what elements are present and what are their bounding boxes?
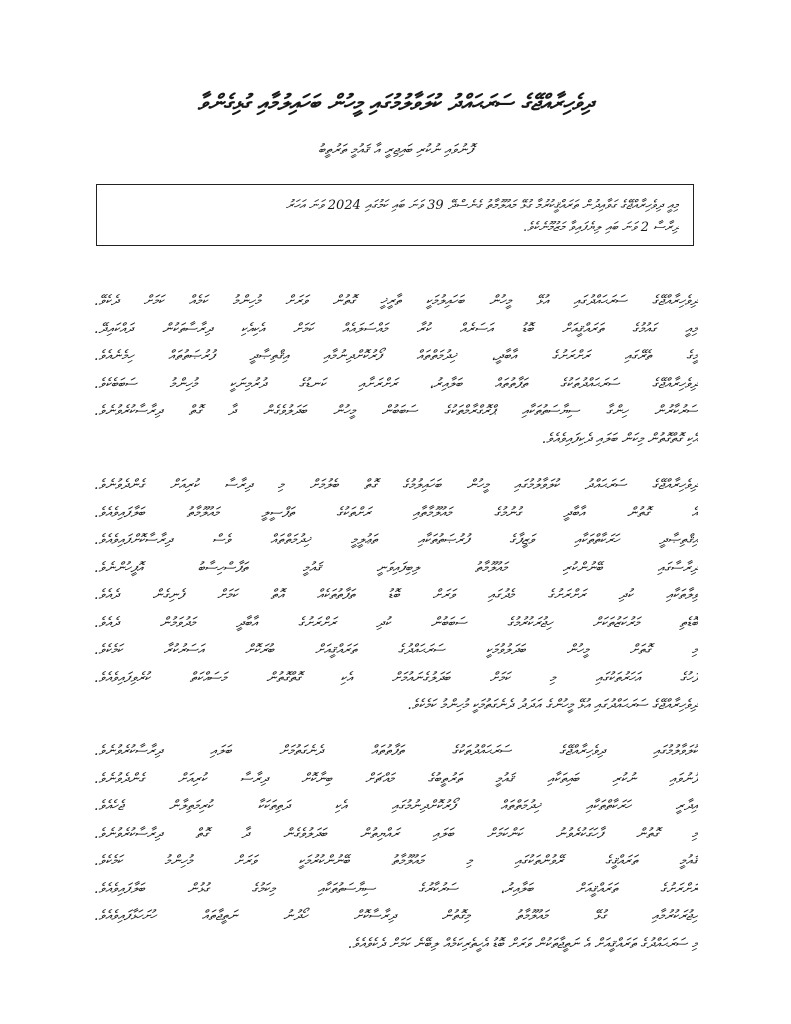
- paragraph-line: މީގެ ތެރޭގައި ރަށްރަށުގެ އާބާދީ، ޚިދުމަތްތައް ފޯރުކޮށްދިނުމާއި އިޤްތިޞާދީ ފުރުޞަތުތައް ހިމެނެއެވެ.: [94, 348, 698, 364]
- paragraph-line: ފޮނުވައި ނުކުރި ބައިތަކާއި ޤައުމީ ތަރުތީބުގެ މައްޗަށް ބިނާކޮށް ދިރާސާ ކުރިއަށް ގެންދެވުނެވެ.: [94, 770, 698, 787]
- paragraph-line: އެކި ގޮތްގޮތުން މިކަން ބަލައި ދެކިފައިވެއެވެ.: [541, 430, 698, 447]
- paragraph-line: ދިވެހިރާއްޖޭގެ ސަރަޙައްދުގައި އުޅޭ މީހުން ބަހައިލުމަކީ ތާރީޚީ ގޮތުން ވަރަށް މުހިންމު ކަމެއް ކަމަށް ދެކެވޭ.: [94, 293, 698, 309]
- paragraph-line: މި ގޮތުން ފާހަގަކުރެވުނު ކަންކަމަށް ބަލައި ރައްޔިތުން ބަދަލުވެގެން ދާ ގޮތް ދިރާސާކުރެވުނެވެ.: [94, 825, 698, 842]
- document-subtitle: ފޮނުވައި ނުކުރި ބައިޖިރީ އާ ޤައުމީ ތަރުތީބު: [318, 142, 473, 158]
- paragraph-line: މިއީ ގައުމުގެ ތަރައްޤީއަށް ބޮޑު އަސަރެއް ކުރާ މައްސަލައެއް ކަމަށް އެކިއެކި ދިރާސާތަކުން ދައްކައިދޭ.: [94, 320, 698, 337]
- paragraph-line: ޤައުމީ ތަރައްޤީގެ ރޭވުންތަކުގައި މި މައުލޫމާތު ބޭނުންކުރުމަކީ ވަރަށް މުހިންމު ކަމެކެވެ.: [94, 853, 698, 869]
- paragraph-line: މި ސަރަޙައްދުގެ ތަރައްޤީއަށް އެ ނަތީޖާތަކުން ވަރަށް ބޮޑު އެހީތެރިކަމެއް ލިބޭނެ ކަމަށް ދެކެވެއެވެ.: [347, 935, 698, 952]
- paragraph-line: އެ ގޮތުން އާބާދީ ގުނުމުގެ މައުލޫމާތާއި ރަށްތަކުގެ ތަފްސީލީ މައުލޫމާތު ބަލާފައިވެއެވެ.: [94, 504, 698, 521]
- paragraph-1: [94, 288, 698, 453]
- paragraph-line: ވިލާތަކާއި ކުދި ރަށްރަށުގެ މެދުގައި ވަރަށް ބޮޑު ތަފާތުތަކެއް އޮތް ކަމަށް ފެނިގެން ދެއެވެ.: [94, 587, 698, 603]
- paragraph-2: [94, 472, 698, 720]
- paragraph-line: ރަށްރަށުގެ ތަރައްޤީއަށް ބަލާއިރު، ސަރުކާރުގެ ސިޔާސަތުތަކާއި މިކަމުގެ ގުޅުން ބަލާފައިވެއެވެ.: [94, 880, 698, 897]
- paragraph-3: [94, 738, 698, 958]
- paragraph-line: ދިވެހިރާއްޖޭގެ ސަރަޙައްދު ކުލަވާލުމުގައި މީހުން ބަހައިލުމުގެ ގޮތް ބެލުމަށް މި ދިރާސާ ކުރިއަށް ގެންދެވުނެވެ.: [94, 477, 698, 493]
- paragraph-line: ދިވެހިރާއްޖޭގެ ސަރަޙައްދުގައި އުޅޭ މީހުންގެ އަދަދު ދެނެގަތުމަކީ މުހިންމު ކަމެކެވެ.: [407, 697, 698, 713]
- abstract-line: މިއީ ދިވެހިރާއްޖޭގެ ގަވާއިދުން ތަރައްޤީކުރުމާ ގުޅޭ މައުލޫމާތު ގެނެސްދޭ 39 ވަނަ ބައި ކަމުގައި 2024 ވަނަ އަހަރު: [285, 198, 679, 213]
- paragraph-line: ބޮޑެތި މަރުކަޒުތަކަށް ހިޖުރަކުރުމުގެ ސަބަބުން ކުދި ރަށްރަށުގެ އާބާދީ މަދުވަމުން ދެއެވެ.: [94, 614, 698, 631]
- paragraph-line: ކުލަވާލުމުގައި ދިވެހިރާއްޖޭގެ ސަރަޙައްދުތަކުގެ ތަފާތުތައް ދެނެގަތުމަށް ބަލައި ދިރާސާކުރެވުނެވެ.: [94, 743, 698, 759]
- paragraph-line: ފަހުގެ އަހަރުތަކުގައި މި ކަމަށް ބަދަލުގެނައުމަށް އެކި ގޮތްގޮތުން މަސައްކަތް ކުރެވިފައިވެއެވެ.: [94, 669, 698, 686]
- paragraph-line: ހިޖުރަކުރުމާއި ގުޅޭ މައުލޫމާތު މިގޮތުން ދިރާސާކޮށް ހޯދުނު ނަތީޖާތައް ހުށަހަޅާފައިވެއެވެ.: [94, 908, 698, 924]
- paragraph-line: ސަރުކާރުން ހިންގާ ސިޔާސަތުތަކާއި ޕްރޮގްރާމްތަކުގެ ސަބަބުން މީހުން ބަދަލުވެގެން ދާ ގޮތް ދިރާސާކުރެވުނެވެ.: [94, 403, 698, 419]
- paragraph-line: މި ގޮތަށް މީހުން ބަދަލުވުމަކީ ސަރަޙައްދުގެ ތަރައްޤީއަށް ބުރަކޮށް އަސަރުކުރާ ކަމެކެވެ.: [94, 642, 698, 658]
- document-title: ދިވެހިރާއްޖޭގެ ސަރަޙައްދު ކުލަވާލުމުގައި މީހުން ބަހައިލުމާއި ގުޅިގެންވާ: [197, 90, 594, 116]
- abstract-line: ދިރާސާ 2 ވަނަ ބައި ލިޔެފައިވާ މަޒުމޫނެކެވެ.: [522, 220, 679, 235]
- paragraph-line: ދިރާސާގައި ބޭނުންކުރި މައުލޫމާތު ލިބިފައިވަނީ ޤައުމީ ތަފާސްހިސާބު އޮފީހުންނެވެ.: [94, 559, 698, 576]
- paragraph-line: އިޤްތިޞާދީ ހަރަކާތްތަކާއި ވަޒީފާގެ ފުރުޞަތުތަކާއި ތަޢުލީމީ ޚިދުމަތްތައް ވެސް ދިރާސާކޮށްފައިވެއެވެ.: [94, 532, 698, 548]
- paragraph-line: އިދާރީ ހަރަކާތްތަކާއި ޚިދުމަތްތައް ފޯރުކޮށްދިނުމުގައި އެކި ދަތިތަކަކާ ކުރިމަތިލާން ޖެހެއެވެ.: [94, 798, 698, 814]
- abstract-box: [96, 184, 694, 246]
- paragraph-line: ދިވެހިރާއްޖޭގެ ސަރަޙައްދުތަކުގެ ތަފާތުތައް ބަލާއިރު، ރަށްރަށާއި ކަނޑުގެ ދުރުމިނަކީ މުހިންމު ސަބަބެކެވެ.: [94, 375, 698, 392]
